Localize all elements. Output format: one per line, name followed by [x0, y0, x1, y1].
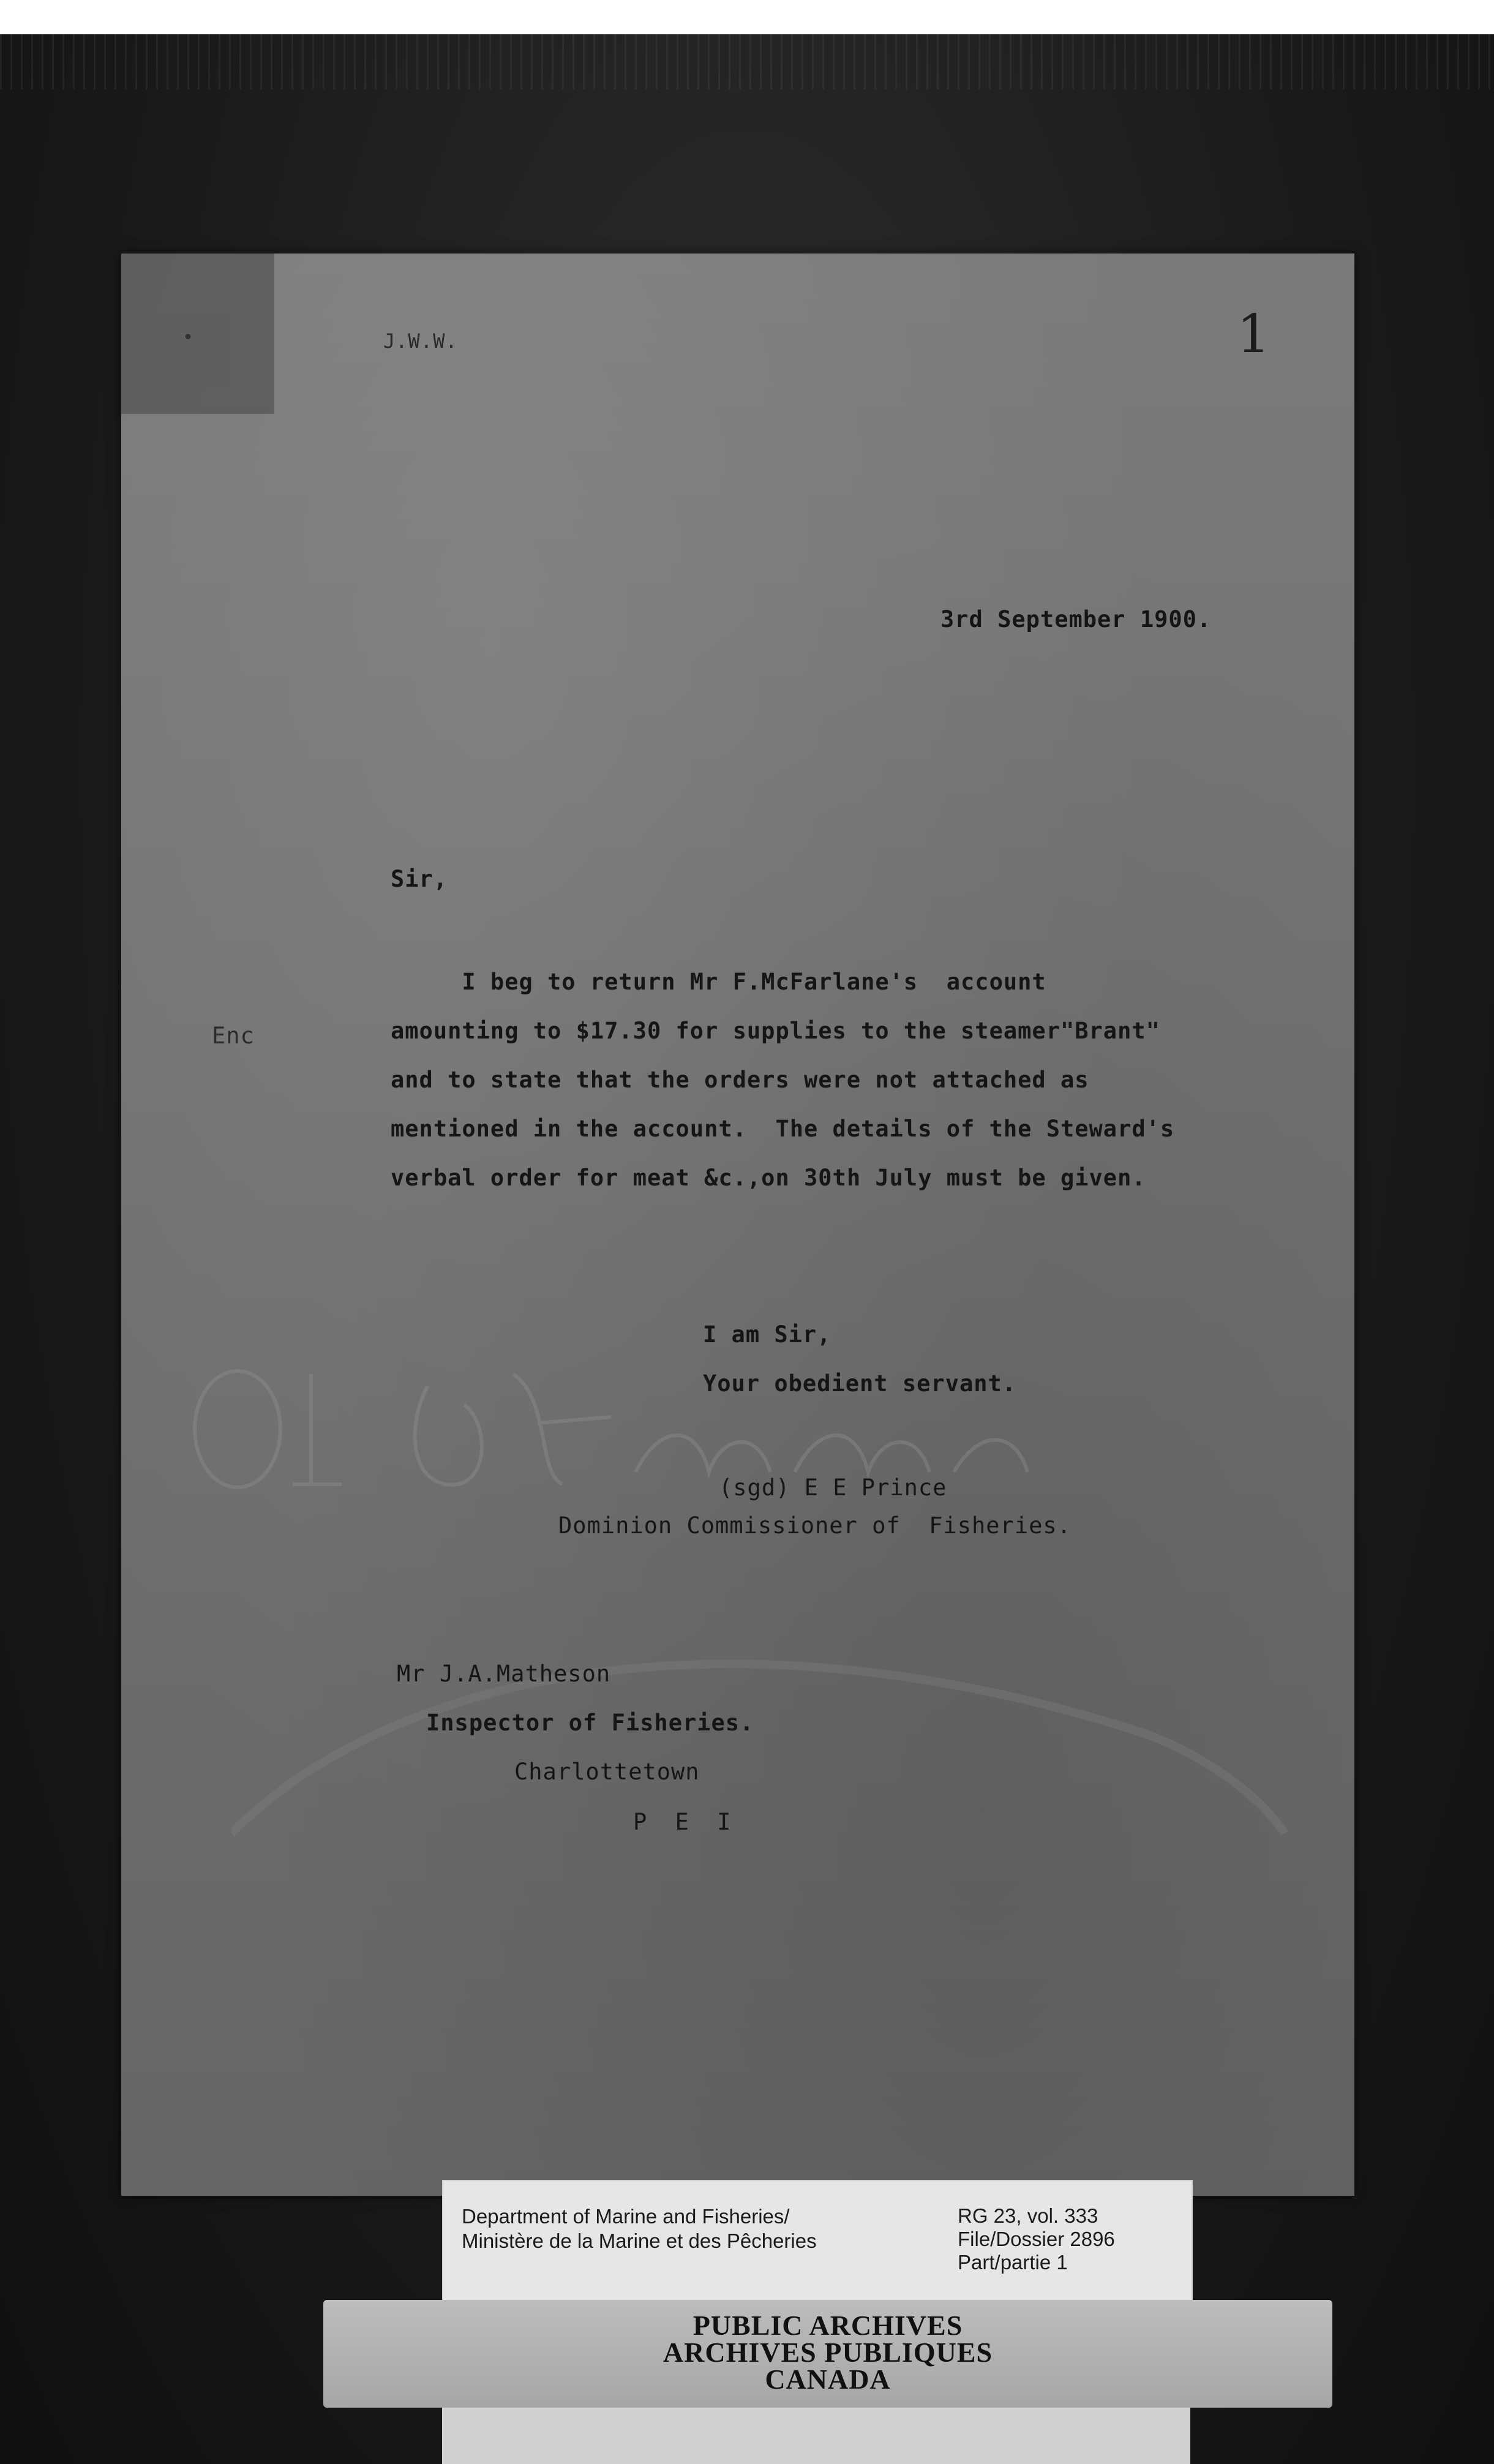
film-specks	[0, 34, 1494, 89]
body-line-4: mentioned in the account. The details of the Steward's	[391, 1116, 1175, 1142]
archives-line-3: CANADA	[765, 2364, 891, 2395]
archives-text	[323, 2312, 1332, 2393]
addressee-city: Charlottetown	[514, 1759, 700, 1785]
closing-line-2: Your obedient servant.	[703, 1370, 1017, 1397]
archive-reference-label	[442, 2180, 1193, 2302]
archives-line-1: PUBLIC ARCHIVES	[693, 2310, 963, 2341]
margin-note-enc: Enc	[212, 1023, 255, 1049]
department-line-1: Department of Marine and Fisheries/	[462, 2205, 790, 2228]
department-block	[462, 2204, 817, 2253]
addressee-province: P E I	[633, 1809, 738, 1835]
public-archives-stamp	[323, 2300, 1332, 2408]
reference-line-2: File/Dossier 2896	[958, 2228, 1115, 2250]
addressee-name: Mr J.A.Matheson	[397, 1661, 611, 1687]
signature-line: (sgd) E E Prince	[719, 1474, 947, 1501]
body-line-2: amounting to $17.30 for supplies to the steamer"Brant"	[391, 1018, 1160, 1044]
page-corner-patch	[121, 254, 274, 414]
body-line-3: and to state that the orders were not attached as	[391, 1067, 1089, 1093]
ghost-signature-stamp	[170, 1350, 1089, 1509]
salutation: Sir,	[391, 866, 448, 892]
folio-number: 1	[1237, 304, 1271, 365]
signature-title: Dominion Commissioner of Fisheries.	[558, 1512, 1072, 1539]
corner-mark: •	[182, 327, 194, 348]
body-line-5: verbal order for meat &c.,on 30th July must be given.	[391, 1165, 1146, 1191]
reference-line-3: Part/partie 1	[958, 2251, 1068, 2274]
closing-line-1: I am Sir,	[703, 1321, 831, 1348]
addressee-title: Inspector of Fisheries.	[426, 1710, 754, 1736]
archive-strip-base	[442, 2408, 1190, 2464]
reference-line-1: RG 23, vol. 333	[958, 2204, 1098, 2227]
reference-block	[958, 2204, 1115, 2274]
ghost-arc-mark	[231, 1576, 1346, 1882]
letter-date: 3rd September 1900.	[940, 606, 1212, 633]
body-line-1: I beg to return Mr F.McFarlane's account	[391, 969, 1046, 995]
initials: J.W.W.	[383, 329, 458, 353]
microfilm-background	[0, 34, 1494, 2464]
archives-line-2: ARCHIVES PUBLIQUES	[663, 2337, 993, 2368]
department-line-2: Ministère de la Marine et des Pêcheries	[462, 2229, 817, 2252]
letter-page	[121, 254, 1354, 2196]
